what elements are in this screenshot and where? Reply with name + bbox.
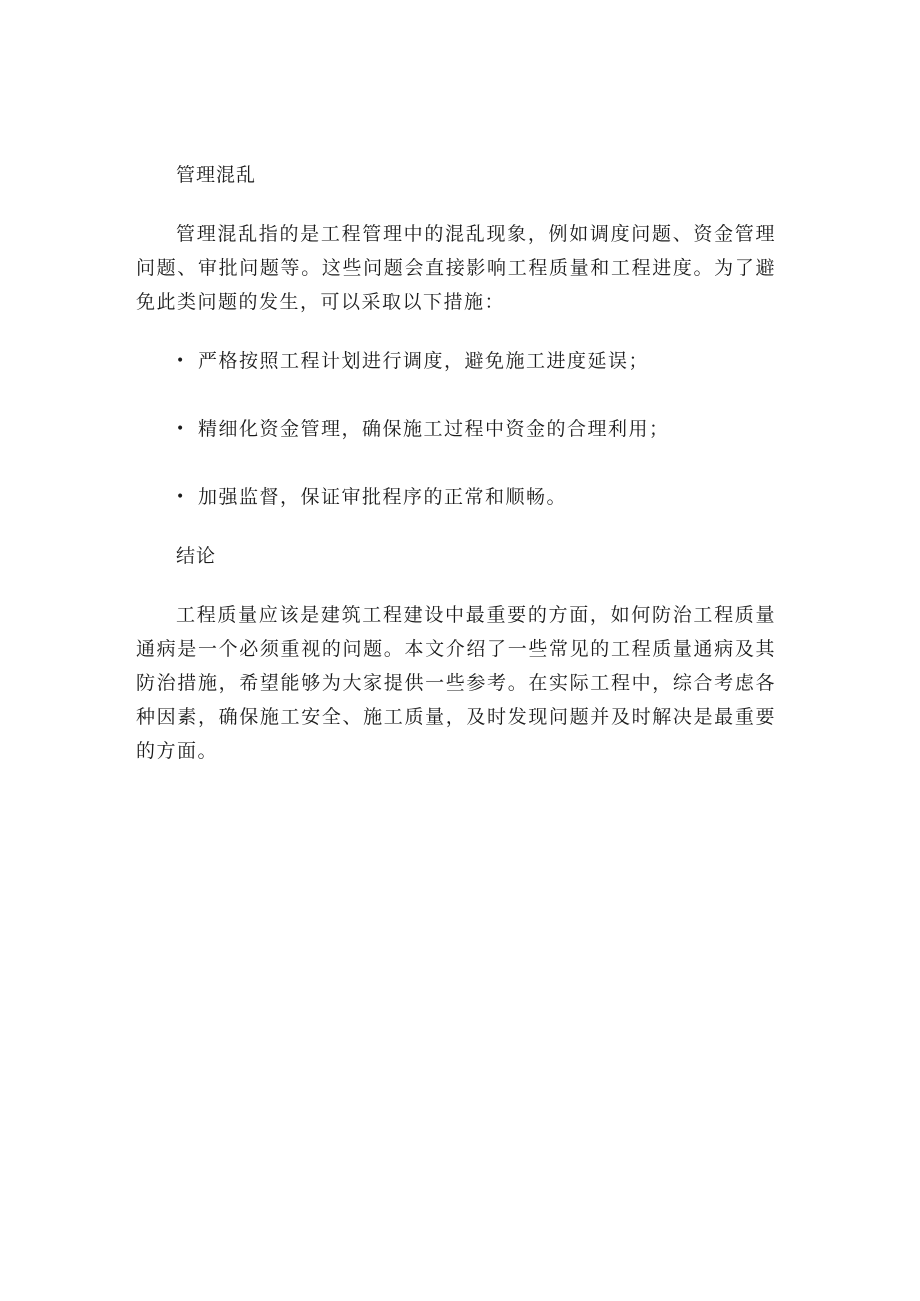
bullet-icon: • bbox=[176, 421, 186, 437]
list-item bbox=[136, 480, 776, 514]
section-heading-management: 管理混乱 bbox=[176, 164, 257, 186]
list-item-text: 精细化资金管理，确保施工过程中资金的合理利用； bbox=[198, 418, 670, 440]
document-body bbox=[136, 158, 776, 768]
bullet-icon: • bbox=[176, 489, 186, 505]
bullet-icon: • bbox=[176, 353, 186, 369]
section-paragraph-management: 管理混乱指的是工程管理中的混乱现象，例如调度问题、资金管理问题、审批问题等。这些问题会直接影响工程质量和工程进度。为了避免此类问题的发生，可以采取以下措施： bbox=[136, 223, 776, 313]
section-heading-conclusion: 结论 bbox=[176, 545, 217, 567]
list-item-text: 严格按照工程计划进行调度，避免施工进度延误； bbox=[198, 350, 650, 372]
section-paragraph-conclusion: 工程质量应该是建筑工程建设中最重要的方面，如何防治工程质量通病是一个必须重视的问题。本文介绍了一些常见的工程质量通病及其防治措施，希望能够为大家提供一些参考。在实际工程中，综合考虑各种因素，确保施工安全、施工质量，及时发现问题并及时解决是最重要的方面。 bbox=[136, 604, 776, 762]
measures-list bbox=[136, 344, 776, 514]
list-item bbox=[136, 412, 776, 446]
list-item bbox=[136, 344, 776, 378]
list-item-text: 加强监督，保证审批程序的正常和顺畅。 bbox=[198, 486, 568, 508]
